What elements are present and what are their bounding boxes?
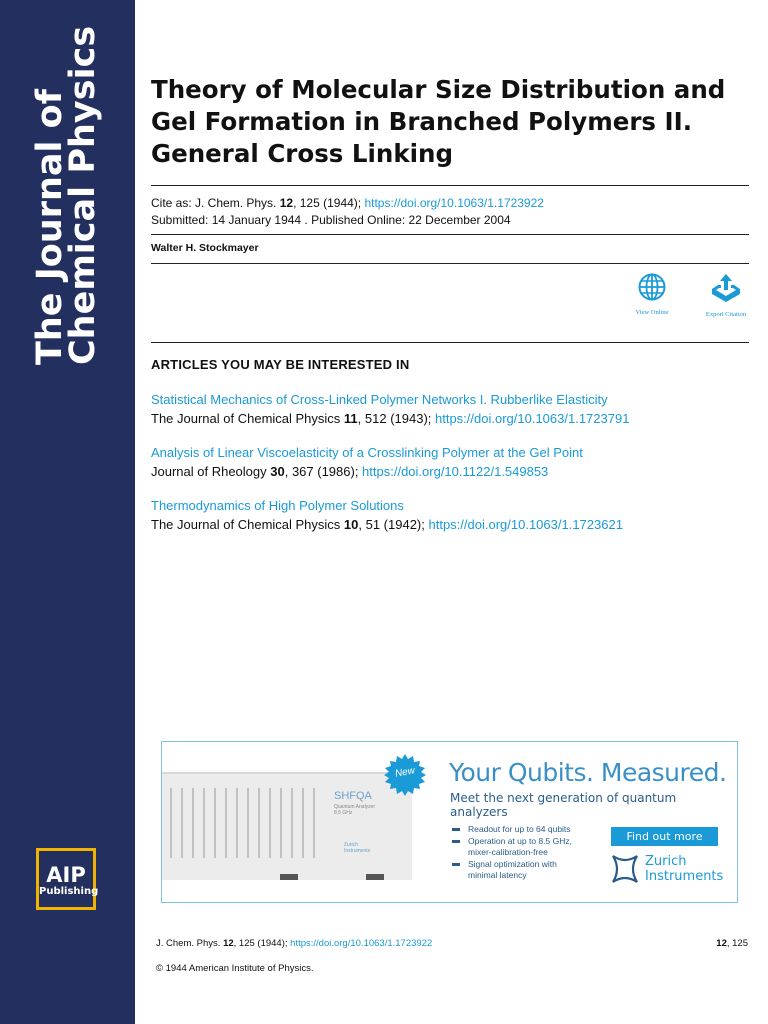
related-volume: 10 bbox=[343, 517, 359, 532]
related-volume: 11 bbox=[343, 411, 358, 426]
footer-page-number bbox=[716, 938, 748, 949]
new-badge bbox=[384, 754, 426, 796]
device-subtitle bbox=[334, 804, 375, 816]
divider bbox=[151, 263, 749, 264]
export-citation-label: Export Citation bbox=[705, 311, 747, 318]
view-online-label: View Online bbox=[635, 309, 669, 316]
related-doi-link[interactable]: https://doi.org/10.1122/1.549853 bbox=[362, 464, 549, 479]
related-articles-heading: ARTICLES YOU MAY BE INTERESTED IN bbox=[151, 357, 410, 372]
globe-icon bbox=[637, 272, 667, 302]
zurich-x-icon bbox=[611, 854, 639, 884]
journal-title-line1: The Journal of bbox=[30, 89, 70, 365]
device-brand bbox=[344, 842, 370, 854]
footer-volume: 12 bbox=[223, 938, 234, 949]
related-article-source bbox=[151, 409, 751, 428]
device-foot bbox=[280, 874, 298, 880]
submission-dates: Submitted: 14 January 1944 . Published Online: 22 December 2004 bbox=[151, 213, 511, 227]
divider bbox=[151, 342, 749, 343]
related-article bbox=[151, 443, 751, 481]
ad-headline: Your Qubits. Measured. bbox=[449, 758, 727, 787]
ad-feature: Signal optimization with minimal latency bbox=[452, 859, 582, 881]
citation-line bbox=[151, 195, 544, 211]
copyright-notice: © 1944 American Institute of Physics. bbox=[156, 963, 314, 974]
device-sub1: Quantum Analyzer bbox=[334, 804, 376, 810]
ad-subheadline: Meet the next generation of quantum analyzers bbox=[450, 791, 677, 819]
journal-sidebar bbox=[0, 0, 135, 1024]
related-article bbox=[151, 496, 751, 534]
related-doi-link[interactable]: https://doi.org/10.1063/1.1723621 bbox=[428, 517, 623, 532]
related-pages: , 367 (1986); bbox=[284, 464, 363, 479]
journal-title-line2: Chemical Physics bbox=[63, 25, 103, 365]
related-journal: The Journal of Chemical Physics bbox=[151, 517, 344, 532]
related-volume: 30 bbox=[270, 464, 285, 479]
related-journal: The Journal of Chemical Physics bbox=[151, 411, 344, 426]
ad-feature: Operation at up to 8.5 GHz, mixer-calibration-free bbox=[452, 836, 582, 858]
ad-feature-list bbox=[452, 824, 582, 882]
footer-doi-link[interactable]: https://doi.org/10.1063/1.1723922 bbox=[290, 938, 433, 949]
footer-page-volume: 12 bbox=[716, 938, 727, 949]
device-brand2: Instruments bbox=[344, 848, 371, 854]
article-doi-link[interactable]: https://doi.org/10.1063/1.1723922 bbox=[364, 196, 544, 210]
related-article-source bbox=[151, 515, 751, 534]
device-foot bbox=[366, 874, 384, 880]
aip-publishing-logo[interactable] bbox=[36, 848, 99, 910]
brand-name bbox=[645, 854, 723, 884]
related-journal: Journal of Rheology bbox=[151, 464, 271, 479]
device-panel bbox=[170, 788, 320, 858]
footer-cite-rest: , 125 (1944); bbox=[233, 938, 291, 949]
brand-line2: Instruments bbox=[645, 869, 724, 884]
advertisement-banner[interactable] bbox=[161, 741, 738, 903]
divider bbox=[151, 234, 749, 235]
view-online-button[interactable] bbox=[622, 272, 682, 316]
badge-text: New bbox=[394, 765, 416, 780]
device-name: SHFQA bbox=[334, 790, 372, 802]
related-pages: , 512 (1943); bbox=[357, 411, 435, 426]
logo-line2: Publishing bbox=[39, 886, 99, 897]
ad-feature: Readout for up to 64 qubits bbox=[452, 824, 582, 835]
author-name: Walter H. Stockmayer bbox=[151, 242, 259, 254]
quantum-analyzer-image bbox=[162, 772, 412, 880]
related-doi-link[interactable]: https://doi.org/10.1063/1.1723791 bbox=[435, 411, 630, 426]
footer-cite-prefix: J. Chem. Phys. bbox=[156, 938, 224, 949]
related-article-title-link[interactable]: Thermodynamics of High Polymer Solutions bbox=[151, 498, 404, 513]
logo-line1: AIP bbox=[46, 863, 86, 887]
zurich-instruments-logo bbox=[611, 854, 724, 889]
journal-title bbox=[30, 25, 103, 365]
related-article-title-link[interactable]: Statistical Mechanics of Cross-Linked Polymer Networks I. Rubberlike Elasticity bbox=[151, 392, 608, 407]
related-pages: , 51 (1942); bbox=[358, 517, 429, 532]
find-out-more-button[interactable]: Find out more bbox=[611, 827, 718, 846]
cite-rest: , 125 (1944); bbox=[293, 196, 365, 210]
cite-volume: 12 bbox=[279, 196, 294, 210]
footer-citation bbox=[156, 938, 432, 949]
device-sub2: 8.5 GHz bbox=[334, 810, 353, 816]
related-article bbox=[151, 390, 751, 428]
brand-line1: Zurich bbox=[645, 854, 687, 869]
divider bbox=[151, 185, 749, 186]
related-article-title-link[interactable]: Analysis of Linear Viscoelasticity of a Crosslinking Polymer at the Gel Point bbox=[151, 445, 583, 460]
article-title: Theory of Molecular Size Distribution and Gel Formation in Branched Polymers II. General Cross Linking bbox=[151, 75, 726, 168]
footer-page-rest: , 125 bbox=[726, 938, 748, 949]
export-citation-button[interactable] bbox=[696, 272, 756, 318]
related-article-source bbox=[151, 462, 751, 481]
export-icon bbox=[709, 272, 743, 304]
cite-prefix: Cite as: J. Chem. Phys. bbox=[151, 196, 280, 210]
device-brand1: Zurich bbox=[344, 842, 358, 848]
